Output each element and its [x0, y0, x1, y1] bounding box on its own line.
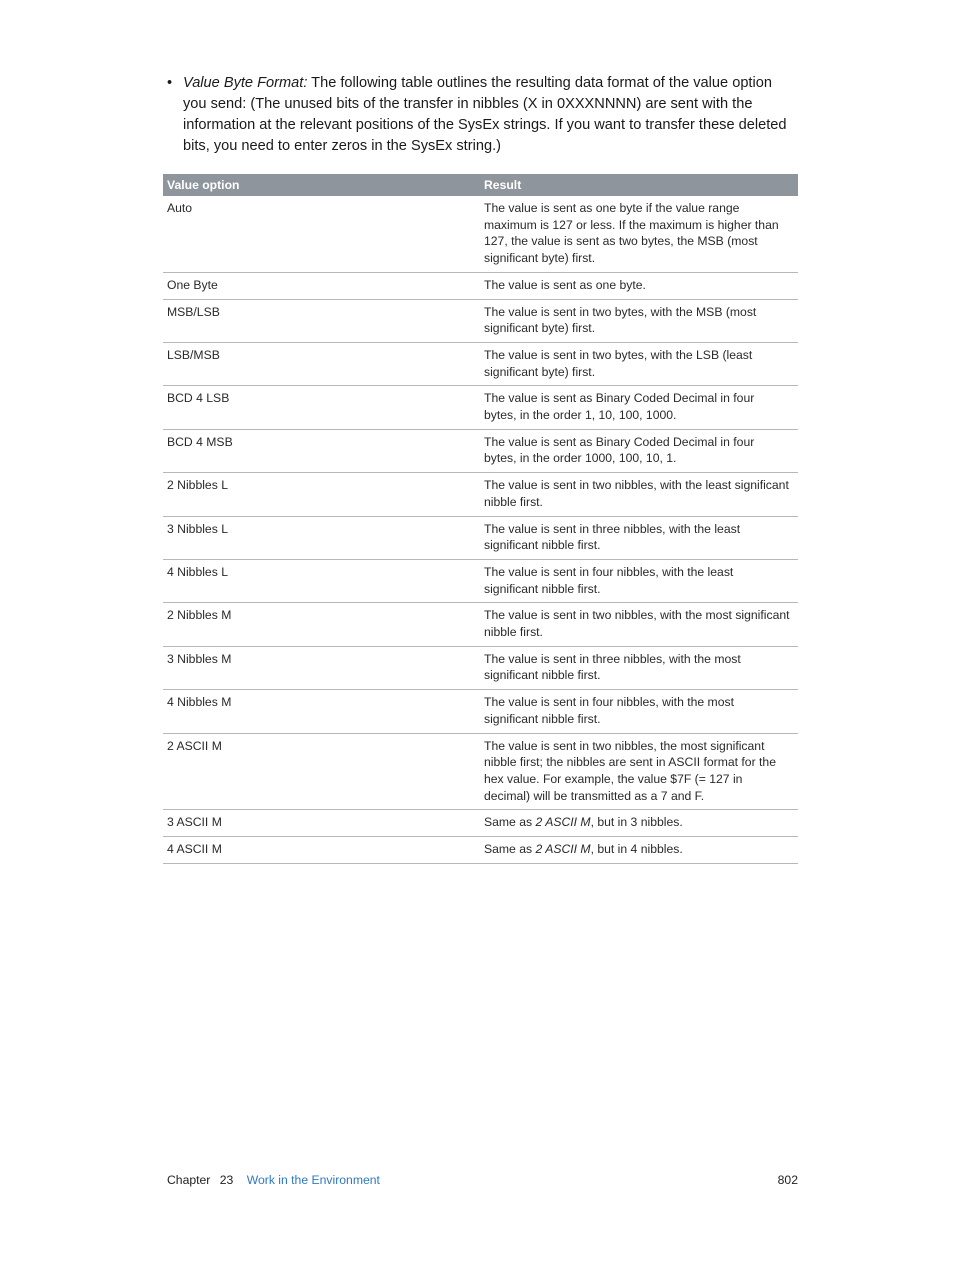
table-row: [163, 342, 798, 385]
intro-body: The following table outlines the resulting data format of the value option you send: (The unused bits of the transfer in nibbles (X in 0XXXNNNN) are sent with the information at the relevant positions of the SysEx strings. If you want to transfer these deleted bits, you need to enter zeros in the SysEx string.): [183, 75, 787, 154]
value-option-cell: LSB/MSB: [163, 342, 480, 385]
value-option-cell: 4 Nibbles L: [163, 559, 480, 602]
result-suffix: , but in 3 nibbles.: [590, 815, 683, 830]
value-option-cell: 3 Nibbles M: [163, 646, 480, 689]
intro-paragraph: [167, 73, 797, 157]
result-cell: The value is sent in four nibbles, with the most significant nibble first.: [480, 690, 798, 733]
result-cell: The value is sent in two nibbles, with the most significant nibble first.: [480, 603, 798, 646]
table-row: [163, 299, 798, 342]
table-row: [163, 603, 798, 646]
value-option-cell: MSB/LSB: [163, 299, 480, 342]
result-cell: The value is sent in two bytes, with the MSB (most significant byte) first.: [480, 299, 798, 342]
result-cell: The value is sent as one byte if the value range maximum is 127 or less. If the maximum is higher than 127, the value is sent as two bytes, the MSB (most significant byte) first.: [480, 196, 798, 272]
value-option-cell: One Byte: [163, 272, 480, 299]
table-row: [163, 516, 798, 559]
result-cell: The value is sent in two bytes, with the LSB (least significant byte) first.: [480, 342, 798, 385]
result-cell: The value is sent in four nibbles, with the least significant nibble first.: [480, 559, 798, 602]
value-option-cell: 2 ASCII M: [163, 733, 480, 810]
table-row: [163, 196, 798, 272]
table-row: [163, 690, 798, 733]
value-option-cell: BCD 4 LSB: [163, 386, 480, 429]
result-cell: The value is sent as Binary Coded Decimal in four bytes, in the order 1000, 100, 10, 1.: [480, 429, 798, 472]
table-row: [163, 837, 798, 864]
result-cell: [480, 810, 798, 837]
header-value-option: Value option: [163, 174, 480, 196]
chapter-number: 23: [219, 1173, 234, 1187]
intro-lead: Value Byte Format:: [183, 75, 308, 91]
value-option-cell: 2 Nibbles L: [163, 473, 480, 516]
table-row: [163, 810, 798, 837]
table-row: [163, 429, 798, 472]
result-prefix: Same as: [484, 815, 536, 830]
chapter-title-link[interactable]: Work in the Environment: [246, 1173, 380, 1187]
chapter-label: Chapter: [167, 1173, 211, 1187]
value-option-cell: 4 Nibbles M: [163, 690, 480, 733]
intro-text: [183, 73, 797, 157]
page-footer: [167, 1173, 798, 1187]
bullet: •: [167, 75, 173, 91]
result-cell: The value is sent as Binary Coded Decimal in four bytes, in the order 1, 10, 100, 1000.: [480, 386, 798, 429]
result-cell: The value is sent in two nibbles, with the least significant nibble first.: [480, 473, 798, 516]
result-cell: The value is sent in three nibbles, with the least significant nibble first.: [480, 516, 798, 559]
value-option-cell: BCD 4 MSB: [163, 429, 480, 472]
table-row: [163, 559, 798, 602]
result-reference: 2 ASCII M: [535, 842, 591, 857]
result-prefix: Same as: [484, 842, 536, 857]
page-number: 802: [777, 1173, 798, 1187]
table-row: [163, 386, 798, 429]
result-reference: 2 ASCII M: [535, 815, 591, 830]
value-option-cell: 3 Nibbles L: [163, 516, 480, 559]
value-option-cell: 2 Nibbles M: [163, 603, 480, 646]
result-cell: The value is sent as one byte.: [480, 272, 798, 299]
value-option-cell: Auto: [163, 196, 480, 272]
table-row: [163, 733, 798, 810]
value-option-table: [163, 174, 798, 864]
value-option-cell: 4 ASCII M: [163, 837, 480, 864]
result-cell: [480, 837, 798, 864]
table-row: [163, 272, 798, 299]
result-cell: The value is sent in three nibbles, with the most significant nibble first.: [480, 646, 798, 689]
table-row: [163, 473, 798, 516]
value-option-cell: 3 ASCII M: [163, 810, 480, 837]
result-cell: The value is sent in two nibbles, the most significant nibble first; the nibbles are sent in ASCII format for the hex value. For example, the value $7F (= 127 in decimal) will be transmitted as a 7 and F.: [480, 733, 798, 810]
result-suffix: , but in 4 nibbles.: [590, 842, 683, 857]
table-header-row: [163, 174, 798, 196]
header-result: Result: [480, 174, 798, 196]
table-row: [163, 646, 798, 689]
